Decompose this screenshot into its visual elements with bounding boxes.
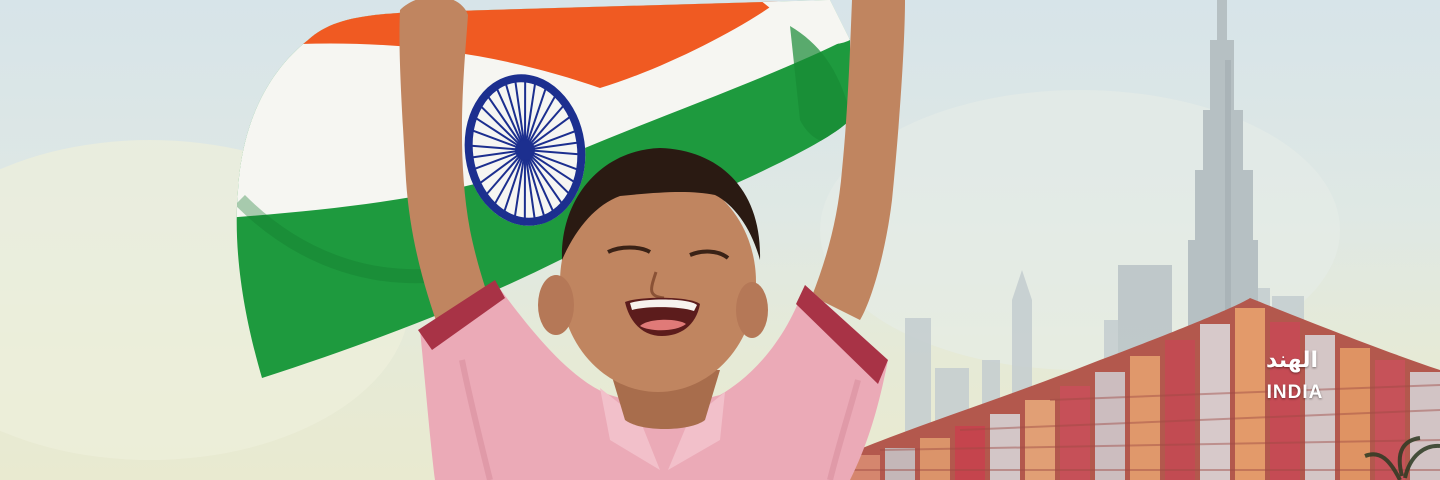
india-pavilion [830, 298, 1440, 480]
pavilion-sign: INDIA [1266, 382, 1324, 403]
pavilion-sign-arabic: الهند [1265, 348, 1318, 373]
